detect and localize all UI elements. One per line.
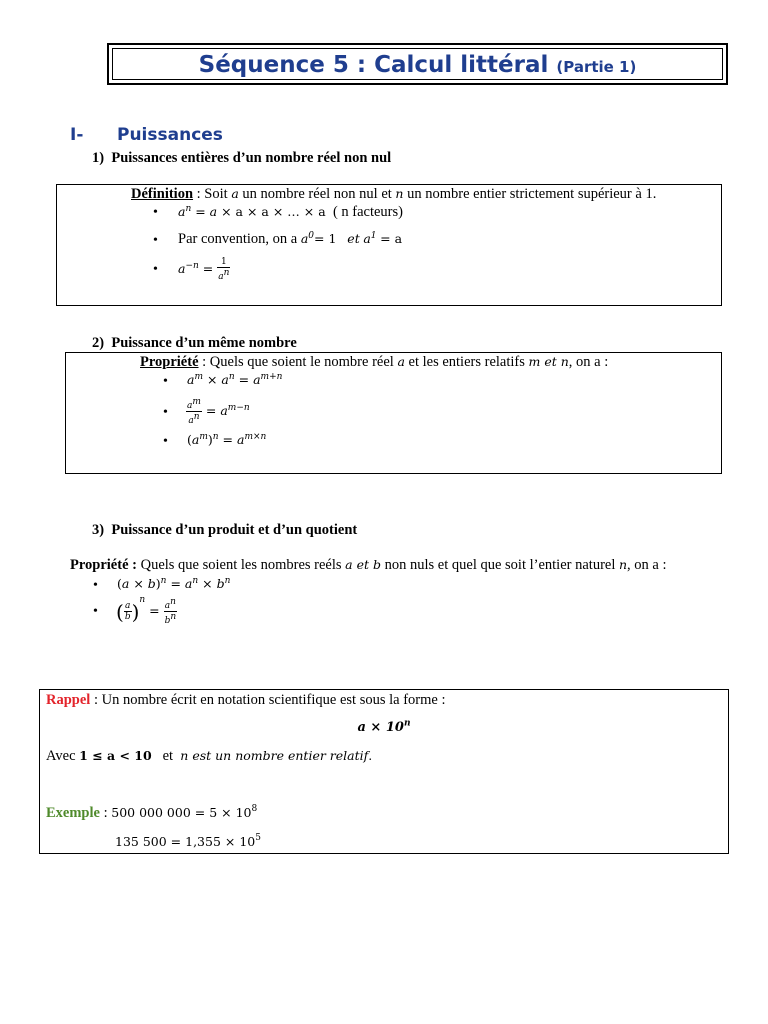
property-text-2: Propriété : Quels que soient les nombres reéls a et b non nuls et quel que soit l’entier naturel n, on a :: [70, 557, 667, 573]
subheading-2: 2) Puissance d’un même nombre: [92, 335, 297, 351]
product-power-rule: $(a \times b)^n = a^n \times b^n$: [117, 576, 231, 592]
example-1: Exemple : 500 000 $000 = 5 \times 10^8$: [46, 804, 258, 821]
scientific-form: $a \times 10^n$: [357, 718, 411, 735]
convention-line: Par convention, on a $a^0= 1$ et $a^1 = a$: [178, 231, 403, 248]
property-text-1: Propriété : Quels que soient le nombre réel a et les entiers relatifs m et n, on a :: [140, 354, 609, 370]
negative-power: $a^{-n}$ = $\frac{1}{a^n}$: [178, 257, 230, 282]
quotient-rule: $\frac{a^m}{a^n}$ = $a^{m-n}$: [187, 397, 250, 426]
scientific-condition: Avec 1 ≤ a < 10 et n est un nombre entier relatif.: [46, 748, 373, 764]
page-title: Séquence 5 : Calcul littéral (Partie 1): [198, 52, 637, 78]
power-definition: $a^n = a \times a \times a$ × … × a ( n facteurs): [178, 204, 403, 221]
definition-text: Définition : Soit a un nombre réel non nul et n un nombre entier strictement supérieur à 1.: [131, 186, 657, 202]
reminder-box: [39, 689, 729, 854]
section-heading: I- Puissances: [70, 125, 223, 145]
reminder-text: Rappel : Un nombre écrit en notation scientifique est sous la forme :: [46, 692, 446, 708]
product-rule: $a^m \times a^n = a^{m+n}$: [187, 372, 283, 388]
subheading-3: 3) Puissance d’un produit et d’un quotient: [92, 522, 358, 538]
power-of-power-rule: $(a^m)^n = a^{m\times n}$: [187, 432, 267, 448]
quotient-power-rule: ( $\frac{a}{b}$ )$^n$ = $\frac{a^n}{b^n}$: [116, 595, 177, 627]
example-2: 135 $500 = 1,355 \times 10^5$: [115, 833, 261, 849]
subheading-1: 1) Puissances entières d’un nombre réel non nul: [92, 150, 392, 166]
